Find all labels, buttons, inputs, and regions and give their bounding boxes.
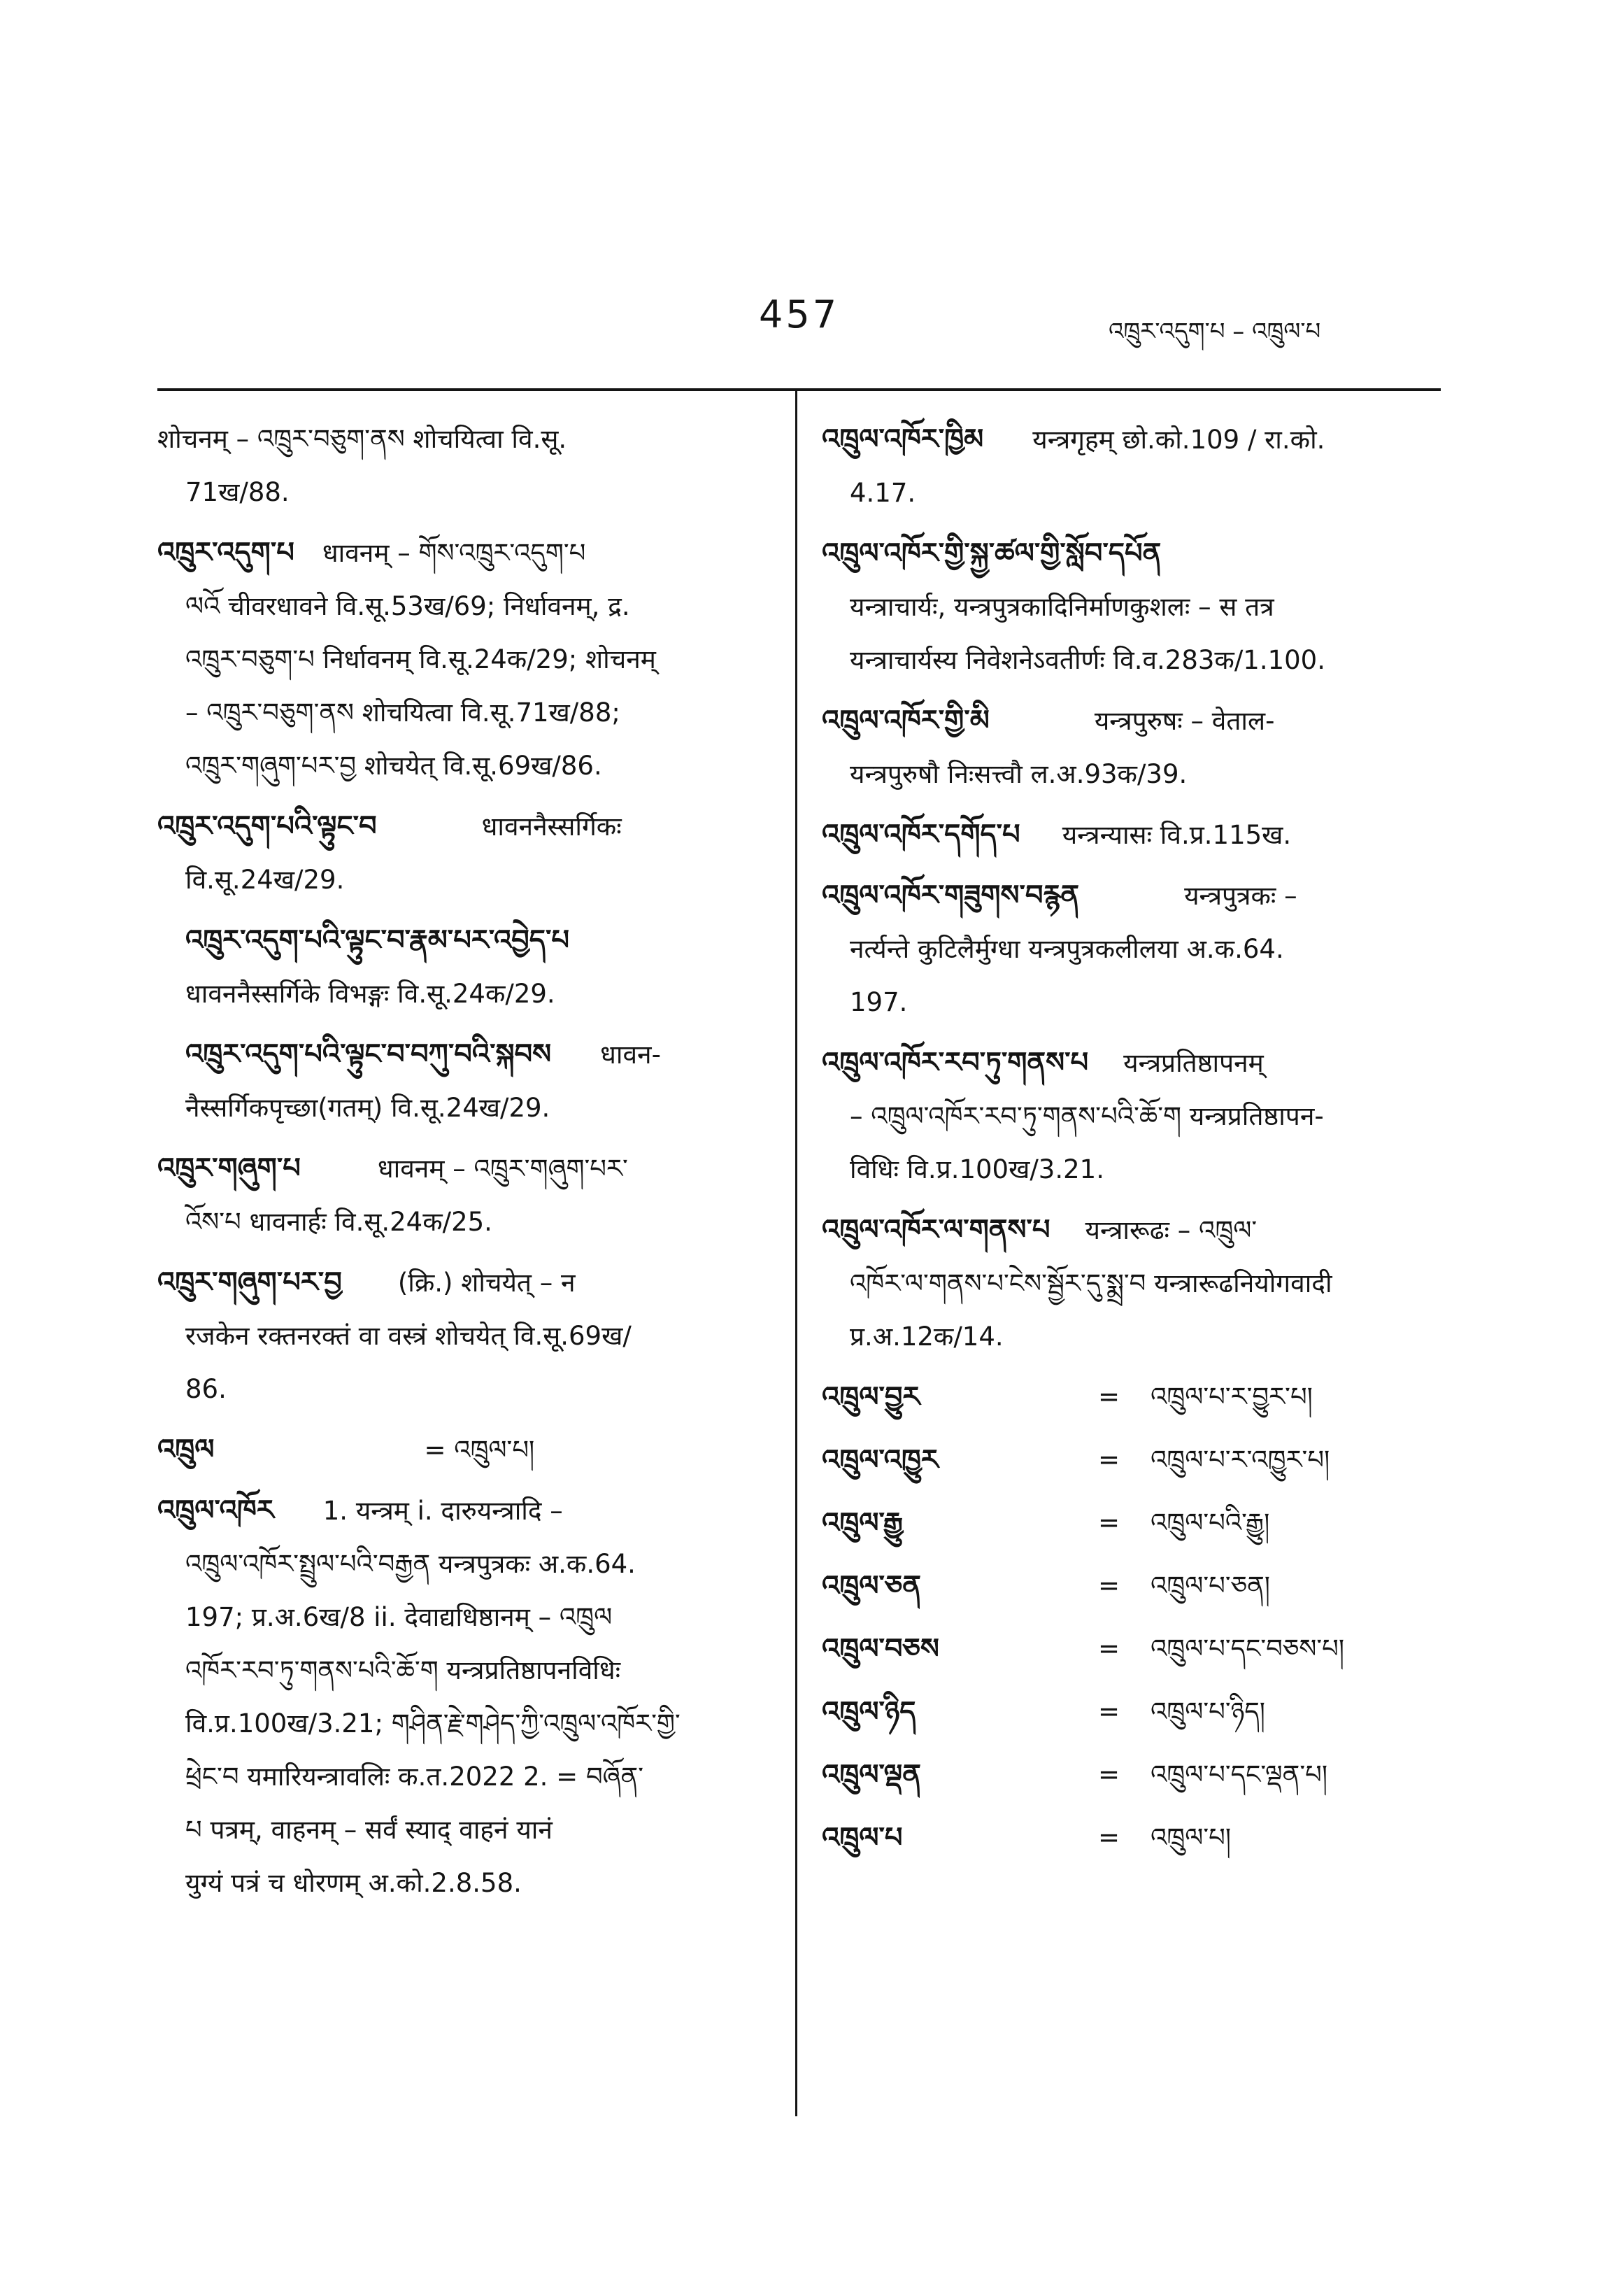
entry-line: यन्त्रगृहम् छो.को.109 / रा.को. — [1032, 425, 1325, 455]
entry-line: धावननैस्सर्गिके विभङ्गः वि.सू.24क/29. — [185, 979, 555, 1009]
dictionary-entry — [157, 800, 773, 907]
dictionary-entry — [822, 869, 1437, 1029]
entry-line: यन्त्रप्रतिष्ठापनम् — [1123, 1048, 1264, 1078]
entry-line: यन्त्राचार्यस्य निवेशनेऽवतीर्णः वि.व.283क/1.100. — [850, 645, 1325, 675]
entry-line: युग्यं पत्रं च धोरणम् अ.को.2.8.58. — [185, 1868, 522, 1898]
equals-sign: = — [1098, 1634, 1120, 1664]
entry-line: यन्त्रपुरुषौ निःसत्त्वौ ल.अ.93क/39. — [850, 759, 1188, 789]
entry-headword: འཁྲུལ་འཁོར་དགོད་པ — [822, 819, 1020, 851]
entry-line: धावन- — [600, 1040, 661, 1070]
cross-reference-target: འཁྲུལ་པ་ཉིད། — [1151, 1697, 1266, 1727]
entry-headword: འཁྲུར་འདུག་པའི་ལྟུང་བ — [157, 810, 377, 842]
dictionary-entry — [822, 808, 1437, 862]
entry-line: नर्त्यन्ते कुटिलैर्मुग्धा यन्त्रपुत्रकलीलया अ.क.64. — [850, 934, 1284, 964]
dictionary-entry — [157, 1142, 773, 1249]
entry-line: यन्त्रारूढः – འཁྲུལ་ — [1085, 1215, 1258, 1245]
entry-line: धावनम् – འཁྲུར་གཞུག་པར་ — [377, 1154, 628, 1184]
entry-headword: འཁྲུལ་ཉིད — [822, 1696, 916, 1728]
entry-headword: འཁྲུལ་ཅན — [822, 1570, 921, 1602]
dictionary-entry — [157, 1423, 773, 1477]
running-head: འཁྲུར་འདུག་པ – འཁྲུལ་པ — [1109, 318, 1321, 346]
cross-reference-row — [822, 1496, 1437, 1550]
left-column — [157, 413, 773, 1917]
entry-line: नैस्सर्गिकपृच्छा(गतम्) वि.सू.24ख/29. — [185, 1093, 550, 1123]
entry-line: འཁོར་རབ་ཏུ་གནས་པའི་ཆོ་ག यन्त्रप्रतिष्ठापनविधिः — [185, 1655, 621, 1685]
entry-line: यन्त्राचार्यः, यन्त्रपुत्रकादिनिर्माणकुशलः – स तत्र — [850, 592, 1274, 622]
cross-reference-target: འཁྲུལ་པའི་རྒྱུ། — [1151, 1508, 1270, 1538]
entry-headword: འཁྲུལ་འཁོར་གྱི་སྐྱ་ཚལ་གྱི་སློབ་དཔོན — [822, 537, 1162, 569]
entry-headword: འཁྲུར་གཞུག་པར་བྱ — [157, 1266, 342, 1298]
entry-line: 197. — [850, 987, 908, 1017]
entry-line: वि.प्र.100ख/3.21; གཤིན་རྗེ་གཤེད་ཀྱི་འཁྲུལ་འཁོར་གྱི་ — [185, 1708, 681, 1739]
entry-headword: འཁྲུལ་རྒྱུ — [822, 1507, 903, 1539]
cross-reference-target: འཁྲུལ་པ་ར་འཁྱུར་པ། — [1151, 1445, 1330, 1475]
cross-reference-target: འཁྲུལ་པ་ར་བྱུར་པ། — [1151, 1382, 1313, 1412]
entry-line: ཕྲེང་བ यमारियन्त्रावलिः क.त.2022 2. = བཞོན་ — [185, 1762, 644, 1792]
equals-sign: = — [1098, 1822, 1120, 1853]
entry-line: 4.17. — [850, 478, 916, 508]
dictionary-entry — [822, 694, 1437, 801]
dictionary-entry — [822, 527, 1437, 687]
cross-reference-row — [822, 1559, 1437, 1613]
cross-reference-target: འཁྲུལ་པ་དང་ལྡན་པ། — [1151, 1759, 1328, 1790]
entry-line: འཁྲུལ་འཁོར་སྤྲུལ་པའི་བརྒྱན यन्त्रपुत्रकः अ.क.64. — [185, 1549, 636, 1579]
cross-reference-row — [822, 1433, 1437, 1487]
entry-line: 71ख/88. — [185, 477, 290, 507]
cross-reference-target: འཁྲུལ་པ་ཅན། — [1151, 1571, 1271, 1601]
entry-line: འཁྲུར་གཞུག་པར་བྱ शोचयेत् वि.सू.69ख/86. — [185, 751, 602, 781]
cross-reference-row — [822, 1748, 1437, 1801]
dictionary-entry — [822, 413, 1437, 520]
entry-headword: འཁྲུལ་འཁོར་རབ་ཏུ་གནས་པ — [822, 1047, 1089, 1079]
entry-line: པ पत्रम्, वाहनम् – सर्वं स्याद् वाहनं यानं — [185, 1815, 553, 1845]
cross-reference-list — [822, 1371, 1437, 1864]
entry-line: प्र.अ.12क/14. — [850, 1322, 1004, 1352]
entry-headword: འཁྲུར་འདུག་པའི་ལྟུང་བ་རྣམ་པར་འབྱེད་པ — [185, 924, 569, 956]
entry-line: – འཁྲུར་བཅུག་ནས शोचयित्वा वि.सू.71ख/88; — [185, 698, 620, 728]
entry-headword: འཁྲུལ་འཁོར་ལ་གནས་པ — [822, 1214, 1050, 1246]
entry-headword: འཁྲུར་གཞུག་པ — [157, 1152, 301, 1184]
entry-line: धावनम् – གོས་འཁྲུར་འདུག་པ — [322, 538, 586, 568]
cross-reference-row — [822, 1811, 1437, 1864]
equals-sign: = — [1098, 1508, 1120, 1538]
cross-reference-target: འཁྲུལ་པ། — [1151, 1822, 1232, 1853]
entry-headword: འཁྲུལ་བྱུར — [822, 1381, 920, 1413]
entry-headword: འཁྲུལ་འཁྱུར — [822, 1444, 939, 1476]
entry-headword: འཁྲུལ་བཅས — [822, 1633, 939, 1665]
entry-line: (क्रि.) शोचयेत् – न — [397, 1268, 576, 1298]
entry-line: = འཁྲུལ་པ། — [424, 1435, 535, 1465]
equals-sign: = — [1098, 1697, 1120, 1727]
entry-headword: འཁྲུར་འདུག་པ — [157, 537, 294, 569]
header-rule — [157, 388, 1441, 391]
entry-line: – འཁྲུལ་འཁོར་རབ་ཏུ་གནས་པའི་ཆོ་ག यन्त्रप्रतिष्ठापन- — [850, 1101, 1324, 1131]
right-column — [822, 413, 1437, 1874]
entry-line: འཁྲུར་བཅུག་པ निर्धावनम् वि.सू.24क/29; शोचनम् — [185, 644, 656, 674]
entry-line: धावननैस्सर्गिकः — [481, 812, 622, 842]
equals-sign: = — [1098, 1571, 1120, 1601]
dictionary-entry — [157, 1028, 773, 1135]
equals-sign: = — [1098, 1759, 1120, 1790]
dictionary-entry — [822, 1036, 1437, 1196]
cross-reference-row — [822, 1371, 1437, 1424]
entry-line: वि.सू.24ख/29. — [185, 865, 345, 895]
dictionary-entry — [157, 1256, 773, 1416]
entry-headword: འཁྲུལ་འཁོར་ཁྱིམ — [822, 423, 984, 455]
cross-reference-row — [822, 1685, 1437, 1739]
equals-sign: = — [1098, 1382, 1120, 1412]
entry-line: 1. यन्त्रम् i. दारुयन्त्रादि – — [322, 1496, 563, 1526]
entry-line: यन्त्रन्यासः वि.प्र.115ख. — [1062, 820, 1292, 850]
equals-sign: = — [1098, 1445, 1120, 1475]
entry-line: रजकेन रक्तनरक्तं वा वस्त्रं शोचयेत् वि.सू.69ख/ — [185, 1321, 632, 1351]
entry-line: यन्त्रपुरुषः – वेताल- — [1094, 706, 1275, 736]
dictionary-entry — [157, 413, 773, 519]
dictionary-entry — [822, 1203, 1437, 1364]
entry-headword: འཁྲུར་འདུག་པའི་ལྟུང་བ་བཀུ་བའི་སྐབས — [185, 1038, 552, 1070]
entry-headword: འཁྲུལ་ལྡན — [822, 1759, 921, 1791]
entry-headword: འཁྲུལ་འཁོར་གཟུགས་བརྙན — [822, 879, 1080, 912]
entry-headword: འཁྲུལ་པ — [822, 1822, 903, 1854]
entry-line: 197; प्र.अ.6ख/8 ii. देवाद्यधिष्ठानम् – འཁྲུལ — [185, 1602, 613, 1632]
entry-headword: འཁྲུལ་འཁོར — [157, 1494, 274, 1527]
entry-line: འཁོར་ལ་གནས་པ་ངེས་སྦྱོར་དུ་སྨྲ་བ यन्त्रारूढनियोगवादी — [850, 1268, 1332, 1298]
entry-headword: འཁྲུལ — [157, 1433, 215, 1466]
entry-line: འོས་པ धावनार्हः वि.सू.24क/25. — [185, 1207, 492, 1237]
page-number: 457 — [759, 292, 840, 337]
dictionary-entry — [157, 914, 773, 1021]
entry-headword: འཁྲུལ་འཁོར་གྱི་མི — [822, 704, 990, 737]
entry-line: यन्त्रपुत्रकः – — [1184, 881, 1297, 911]
entry-line: 86. — [185, 1374, 227, 1404]
dictionary-entry — [157, 1484, 773, 1910]
cross-reference-row — [822, 1622, 1437, 1676]
dictionary-entry — [157, 526, 773, 793]
cross-reference-target: འཁྲུལ་པ་དང་བཅས་པ། — [1151, 1634, 1345, 1664]
column-divider — [795, 388, 797, 2116]
entry-line: शोचनम् – འཁྲུར་བཅུག་ནས शोचयित्वा वि.सू. — [157, 424, 567, 454]
entry-line: ལའོ चीवरधावने वि.सू.53ख/69; निर्धावनम्, द्र. — [185, 591, 630, 621]
entry-line: विधिः वि.प्र.100ख/3.21. — [850, 1154, 1104, 1184]
